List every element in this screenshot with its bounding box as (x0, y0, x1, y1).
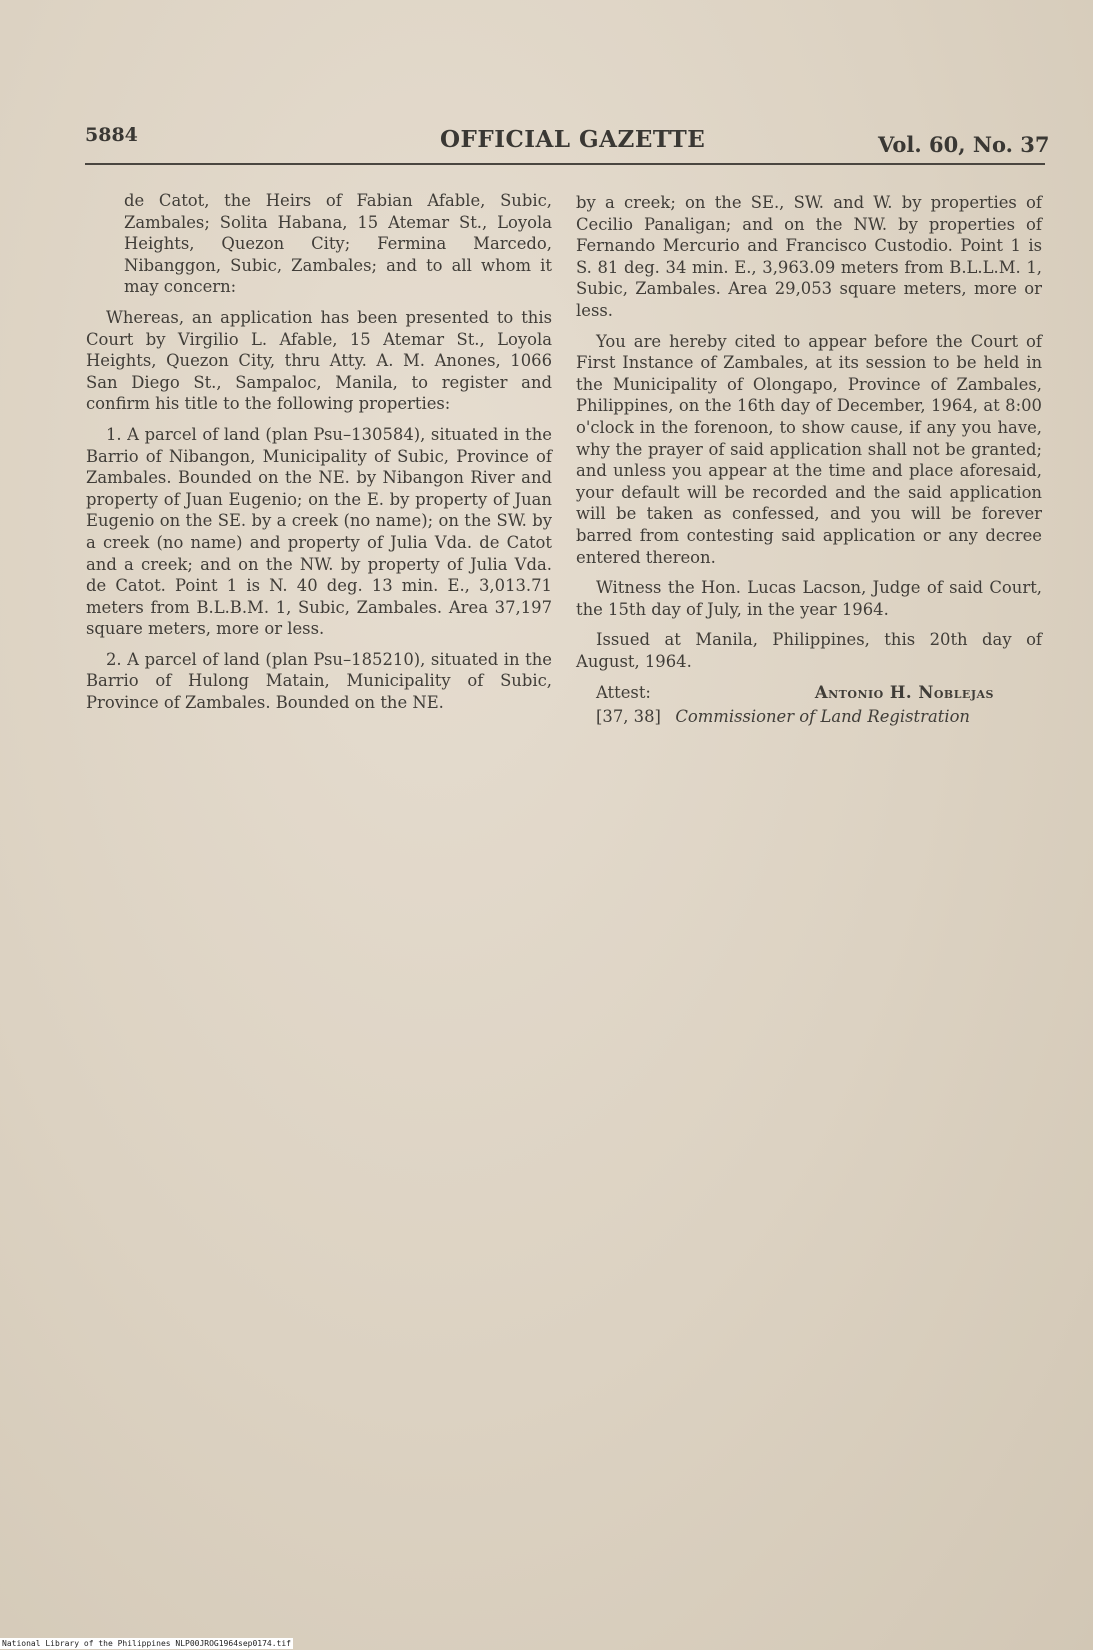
right-column (576, 192, 1042, 729)
left-column (86, 190, 552, 723)
citation-paragraph: You are hereby cited to appear before the Court of First Instance of Zambales, at its session to be held in the Municipality of Olongapo, Province of Zambales, Philippines, on the 16th day of December, 1964, at 8:00 o'clock in the forenoon, to show cause, if any you have, why the prayer of said application shall not be granted; and unless you appear at the time and place aforesaid, your default will be recorded and the said application will be taken as confessed, and you will be forever barred from contesting said application or any decree entered thereon. (576, 331, 1042, 567)
issue-reference: [37, 38] (596, 707, 661, 727)
scan-footer: National Library of the Philippines NLP00JROG1964sep0174.tif (2, 1639, 291, 1648)
volume-number: Vol. 60, No. 37 (878, 132, 1050, 157)
issued-paragraph: Issued at Manila, Philippines, this 20th day of August, 1964. (576, 630, 1042, 671)
attestation-block (576, 681, 1042, 729)
witness-paragraph: Witness the Hon. Lucas Lacson, Judge of said Court, the 15th day of July, in the year 1964. (576, 578, 1042, 619)
signatory-name: Antonio H. Noblejas (814, 683, 994, 703)
parcel-2-continuation: by a creek; on the SE., SW. and W. by properties of Cecilio Panaligan; and on the NW. by properties of Fernando Mercurio and Francisco Custodio. Point 1 is S. 81 deg. 34 min. E., 3,963.09 meters from B.L.L.M. 1, Subic, Zambales. Area 29,053 square meters, more or less. (576, 193, 1042, 320)
page-header (0, 0, 1093, 175)
application-paragraph: Whereas, an application has been presented to this Court by Virgilio L. Afable, 15 Atemar St., Loyola Heights, Quezon City, thru Atty. A. M. Anones, 1066 San Diego St., Sampaloc, Manila, to register and confirm his title to the following properties: (86, 307, 552, 414)
signatory-title: Commissioner of Land Registration (675, 707, 970, 727)
publication-title: OFFICIAL GAZETTE (440, 126, 706, 153)
attest-label: Attest: (596, 683, 651, 703)
page-number: 5884 (85, 124, 138, 146)
parcel-2-paragraph: 2. A parcel of land (plan Psu–185210), situated in the Barrio of Hulong Matain, Municipality of Subic, Province of Zambales. Bounded on the NE. (86, 649, 552, 713)
parcel-1-paragraph: 1. A parcel of land (plan Psu–130584), situated in the Barrio of Nibangon, Municipality of Subic, Province of Zambales. Bounded on the NE. by Nibangon River and property of Juan Eugenio; on the E. by property of Juan Eugenio on the SE. by a creek (no name); on the SW. by a creek (no name) and property of Julia Vda. de Catot and a creek; and on the NW. by property of Julia Vda. de Catot. Point 1 is N. 40 deg. 13 min. E., 3,013.71 meters from B.L.B.M. 1, Subic, Zambales. Area 37,197 square meters, more or less. (86, 424, 552, 639)
addressees-paragraph: de Catot, the Heirs of Fabian Afable, Subic, Zambales; Solita Habana, 15 Atemar St., Loyola Heights, Quezon City; Fermina Marcedo, Nibanggon, Subic, Zambales; and to all whom it may concern: (124, 191, 552, 297)
header-rule (85, 163, 1045, 165)
